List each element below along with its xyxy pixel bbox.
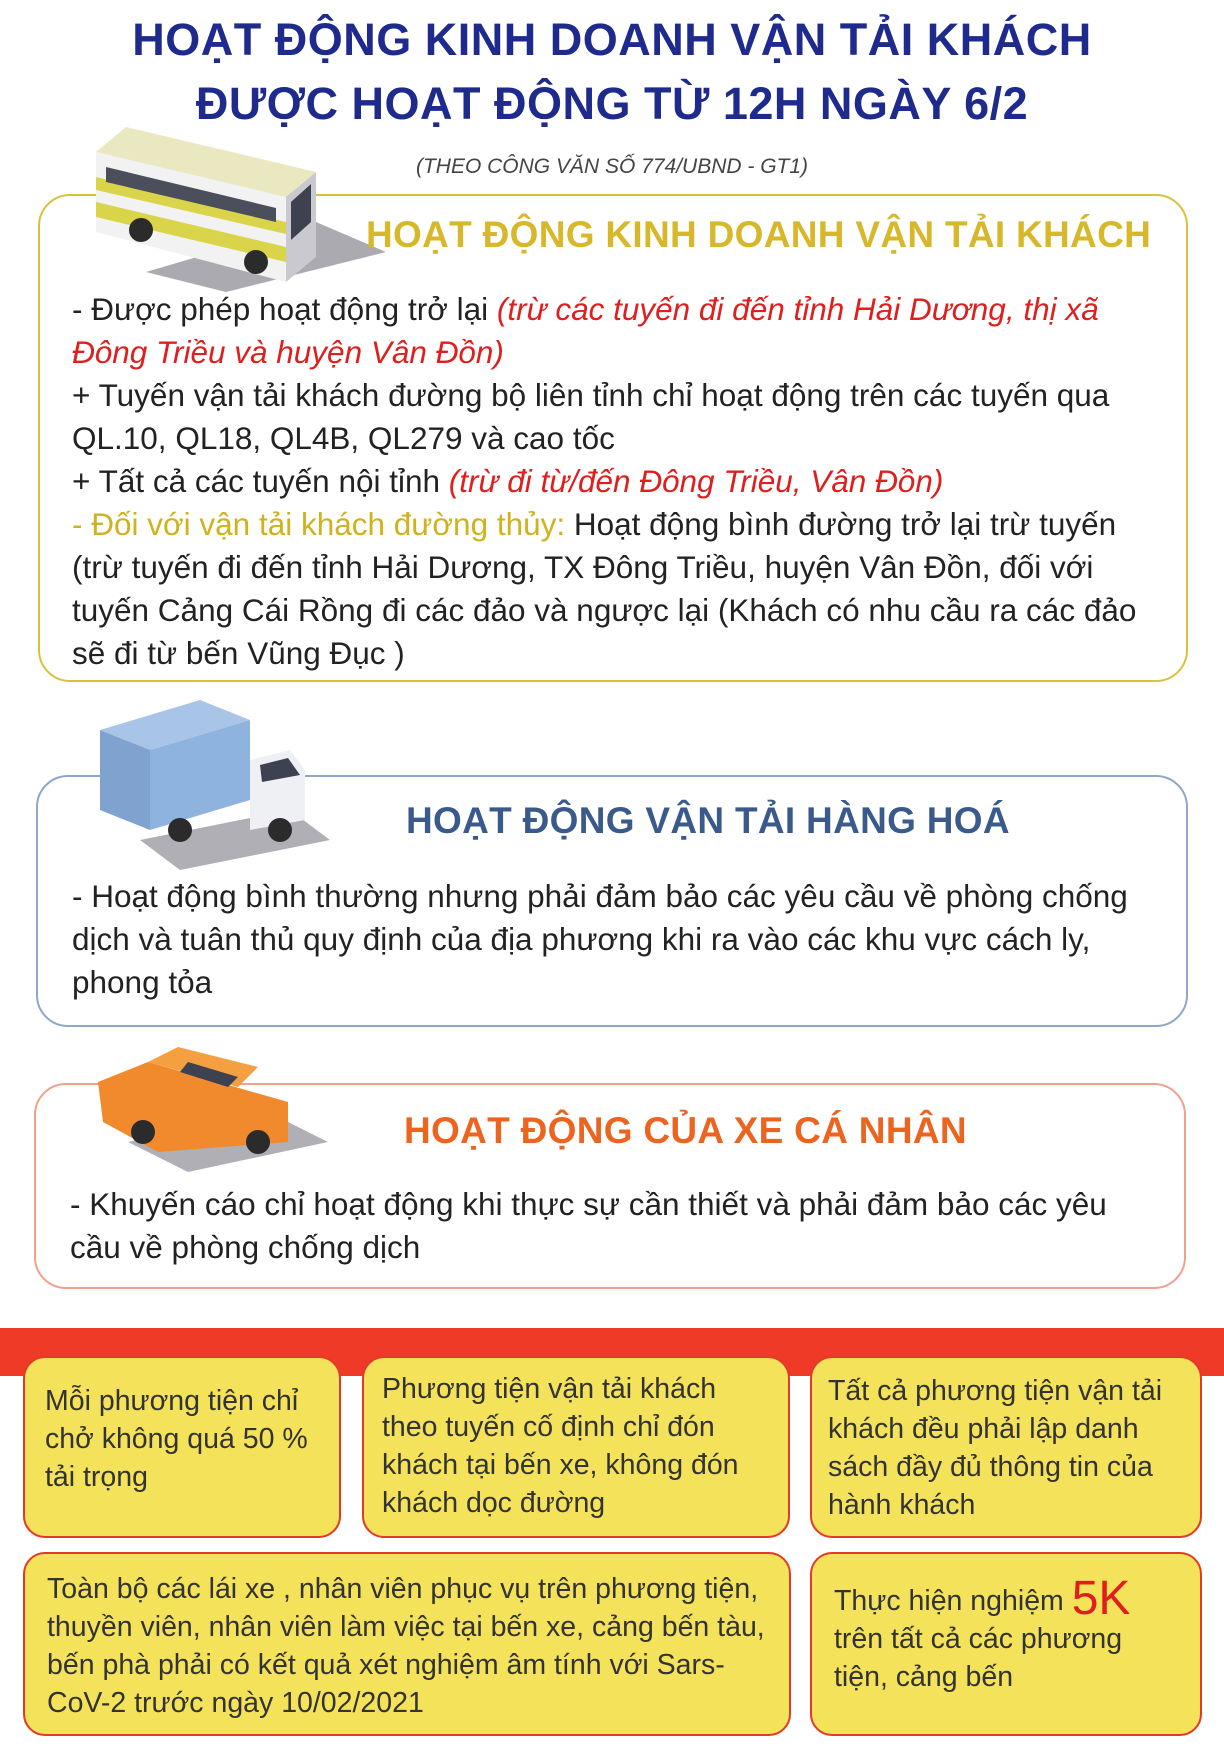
waterway-label: - Đối với vận tải khách đường thủy:	[72, 506, 566, 542]
cargo-title: HOẠT ĐỘNG VẬN TẢI HÀNG HOÁ	[406, 800, 1010, 841]
passenger-text	[72, 288, 1162, 675]
note-5k-highlight: 5K	[1071, 1572, 1131, 1625]
passenger-line1: - Được phép hoạt động trở lại	[72, 291, 497, 327]
page-title-line2: ĐƯỢC HOẠT ĐỘNG TỪ 12H NGÀY 6/2	[195, 78, 1029, 129]
note-covid-test: Toàn bộ các lái xe , nhân viên phục vụ trên phương tiện, thuyền viên, nhân viên làm việc tại bến xe, cảng bến tàu, bến phà phải có kết quả xét nghiệm âm tính với Sars-CoV-2 trước ngày 10/02/2021	[23, 1552, 791, 1736]
private-text: - Khuyến cáo chỉ hoạt động khi thực sự cần thiết và phải đảm bảo các yêu cầu về phòng chống dịch	[70, 1186, 1107, 1265]
passenger-title: HOẠT ĐỘNG KINH DOANH VẬN TẢI KHÁCH	[366, 214, 1152, 255]
note-passenger-list: Tất cả phương tiện vận tải khách đều phải lập danh sách đầy đủ thông tin của hành khách	[810, 1356, 1202, 1538]
waterway-text: Hoạt động bình đường trở lại trừ tuyến (trừ tuyến đi đến tỉnh Hải Dương, TX Đông Triều, huyện Vân Đồn, đối với tuyến Cảng Cái Rồng đi các đảo và ngược lại (Khách có nhu cầu ra các đảo sẽ đi từ bến Vũng Đục )	[72, 506, 1137, 671]
truck-icon	[90, 690, 330, 870]
passenger-line3-exception: (trừ đi từ/đến Đông Triều, Vân Đồn)	[448, 463, 944, 499]
page-title-line1: HOẠT ĐỘNG KINH DOANH VẬN TẢI KHÁCH	[132, 14, 1092, 65]
note-5k-post: trên tất cả các phương tiện, cảng bến	[834, 1623, 1123, 1693]
note-5k-pre: Thực hiện nghiệm	[834, 1585, 1072, 1617]
passenger-line1-exception: (trừ các tuyến đi đến tỉnh Hải Dương, thị xã Đông Triều và huyện Vân Đồn)	[72, 291, 1099, 370]
note-5k	[810, 1552, 1202, 1736]
note-load-limit: Mỗi phương tiện chỉ chở không quá 50 % tải trọng	[23, 1356, 341, 1538]
passenger-line2: + Tuyến vận tải khách đường bộ liên tỉnh chỉ hoạt động trên các tuyến qua QL.10, QL18, QL4B, QL279 và cao tốc	[72, 377, 1110, 456]
car-icon	[88, 1032, 328, 1172]
bus-icon	[86, 122, 386, 292]
cargo-text: - Hoạt động bình thường nhưng phải đảm bảo các yêu cầu về phòng chống dịch và tuân thủ quy định của địa phương khi ra vào các khu vực cách ly, phong tỏa	[72, 878, 1128, 1000]
note-fixed-route: Phương tiện vận tải khách theo tuyến cố định chỉ đón khách tại bến xe, không đón khách dọc đường	[362, 1356, 790, 1538]
source-note: (THEO CÔNG VĂN SỐ 774/UBND - GT1)	[415, 155, 809, 178]
passenger-line3: + Tất cả các tuyến nội tỉnh	[72, 463, 449, 499]
private-title: HOẠT ĐỘNG CỦA XE CÁ NHÂN	[404, 1110, 967, 1151]
